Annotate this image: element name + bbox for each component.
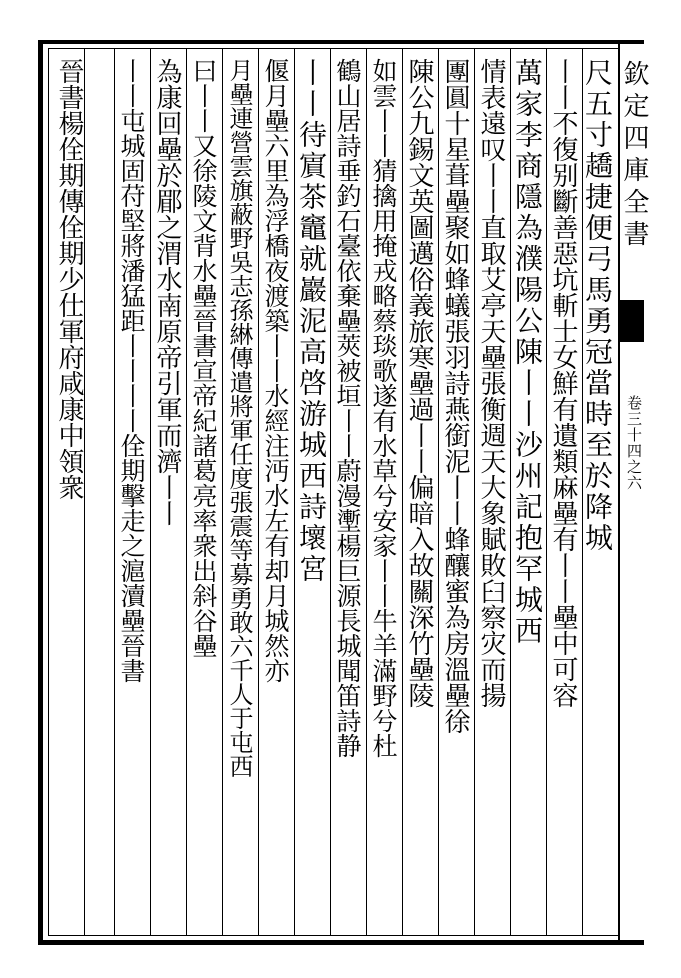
spine-title: 欽定四庫全書 (619, 60, 649, 252)
text-column: 曰丨丨又徐陵文背水壘晉書宣帝紀諸葛亮率衆出斜谷壘 (189, 58, 218, 658)
text-column: 鶴山居詩垂釣石臺依棄壘莢被垣丨丨蔚漫壍楊巨源長城聞笛詩静 (333, 58, 362, 758)
text-column: 情表遠叹丨丨直取艾亭天壘張衡週天大象賦敗臼察灾而揚 (476, 58, 506, 708)
text-column: 晉書楊佺期傳佺期少仕軍府咸康中領衆 (54, 58, 84, 500)
text-column: 如雲丨丨猜擒用掩戎略蔡琰歌遂有水草兮安家丨丨牛羊滿野兮杜 (369, 58, 398, 758)
fishtail-mark (618, 300, 644, 342)
text-column: 團圓十星葺壘聚如蜂蟻張羽詩燕銜泥丨丨蜂釀蜜為房溫壘徐 (440, 58, 470, 734)
text-column: 尺五寸趫捷便弓馬勇冠當時至於降城 (581, 58, 614, 554)
text-column: 為康回壘於郿之渭水南原帝引軍而濟丨丨 (152, 58, 182, 526)
text-column: 偃月壘六里為浮橋夜渡築丨丨水經注沔水左有却月城然亦 (261, 58, 290, 683)
text-column: 陳公九錫文英圖邁俗義旅寒壘過丨丨偏暗入故關深竹壘陵 (404, 58, 434, 708)
text-column: 萬家李商隱為濮陽公陳丨丨沙州記抱罕城西 (511, 58, 544, 647)
text-column: 丨丨不復别斷善惡坑斬士女鮮有遺類麻壘有丨丨壘中可容 (548, 58, 578, 708)
spine-volume: 卷三十四之六 (625, 395, 643, 491)
text-column: 丨丨屯城固苻堅將潘猛距丨丨丨丨佺期擊走之滬瀆壘晉書 (117, 58, 146, 683)
text-column: 丨丨待賔茶竈就巖泥高啓游城西詩壞宮 (295, 58, 328, 585)
text-column: 月壘連營雲旗蔽野吳志孫綝傳遣將軍任度張震等募勇敢六千人于屯西 (225, 58, 253, 778)
